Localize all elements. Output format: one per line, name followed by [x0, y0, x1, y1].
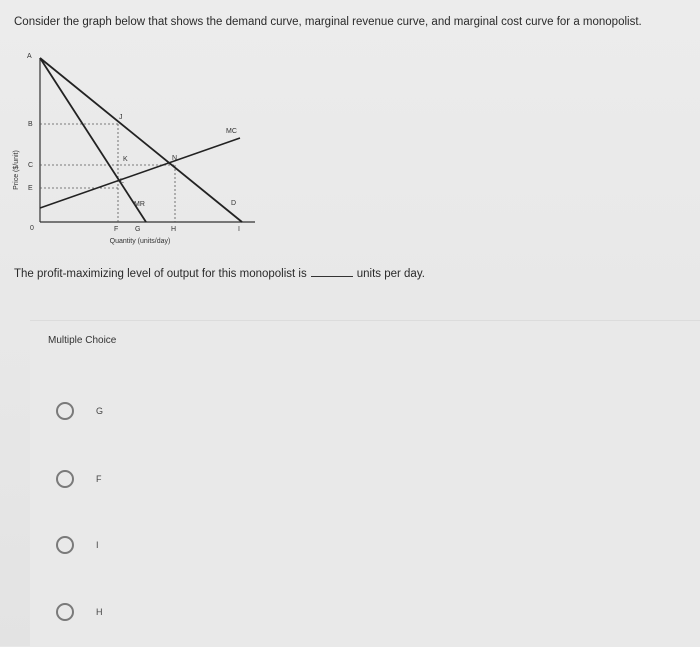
monopoly-graph	[0, 40, 270, 255]
x-axis-label: Quantity (units/day)	[109, 238, 171, 245]
label-f: F	[114, 226, 119, 233]
label-h: H	[171, 226, 177, 233]
label-k: K	[123, 156, 128, 163]
label-j: J	[119, 114, 123, 121]
label-e: E	[28, 185, 33, 192]
label-i: I	[238, 226, 240, 233]
marginal-cost-curve	[40, 138, 240, 208]
label-b: B	[28, 121, 33, 128]
label-c: C	[28, 162, 34, 169]
question-prompt: Consider the graph below that shows the demand curve, marginal revenue curve, and marginal cost curve for a monopolist.	[14, 16, 642, 28]
choice-label: I	[96, 540, 99, 550]
choice-option[interactable]	[56, 533, 99, 557]
blank-after-text: units per day.	[356, 268, 425, 280]
radio-button-icon[interactable]	[56, 470, 74, 488]
multiple-choice-header: Multiple Choice	[48, 335, 117, 346]
radio-button-icon[interactable]	[56, 603, 74, 621]
label-mc: MC	[226, 128, 237, 135]
radio-button-icon[interactable]	[56, 402, 74, 420]
multiple-choice-panel	[30, 320, 700, 647]
label-n: N	[172, 155, 178, 162]
label-g: G	[135, 226, 141, 233]
fill-in-blank-sentence	[14, 268, 425, 280]
blank-before-text: The profit-maximizing level of output for this monopolist is	[14, 268, 307, 280]
answer-blank	[311, 276, 353, 277]
choice-label: H	[96, 607, 103, 617]
marginal-revenue-curve	[40, 58, 146, 222]
choice-option[interactable]	[56, 467, 102, 491]
choice-label: F	[96, 474, 102, 484]
radio-button-icon[interactable]	[56, 536, 74, 554]
y-axis-label: Price ($/unit)	[13, 150, 20, 190]
label-l: L	[120, 178, 124, 185]
origin-label: 0	[30, 225, 34, 232]
choice-label: G	[96, 406, 104, 416]
choice-option[interactable]	[56, 600, 103, 624]
label-d: D	[231, 200, 237, 207]
label-a: A	[27, 53, 32, 60]
choice-option[interactable]	[56, 399, 103, 423]
label-mr: MR	[134, 201, 145, 208]
